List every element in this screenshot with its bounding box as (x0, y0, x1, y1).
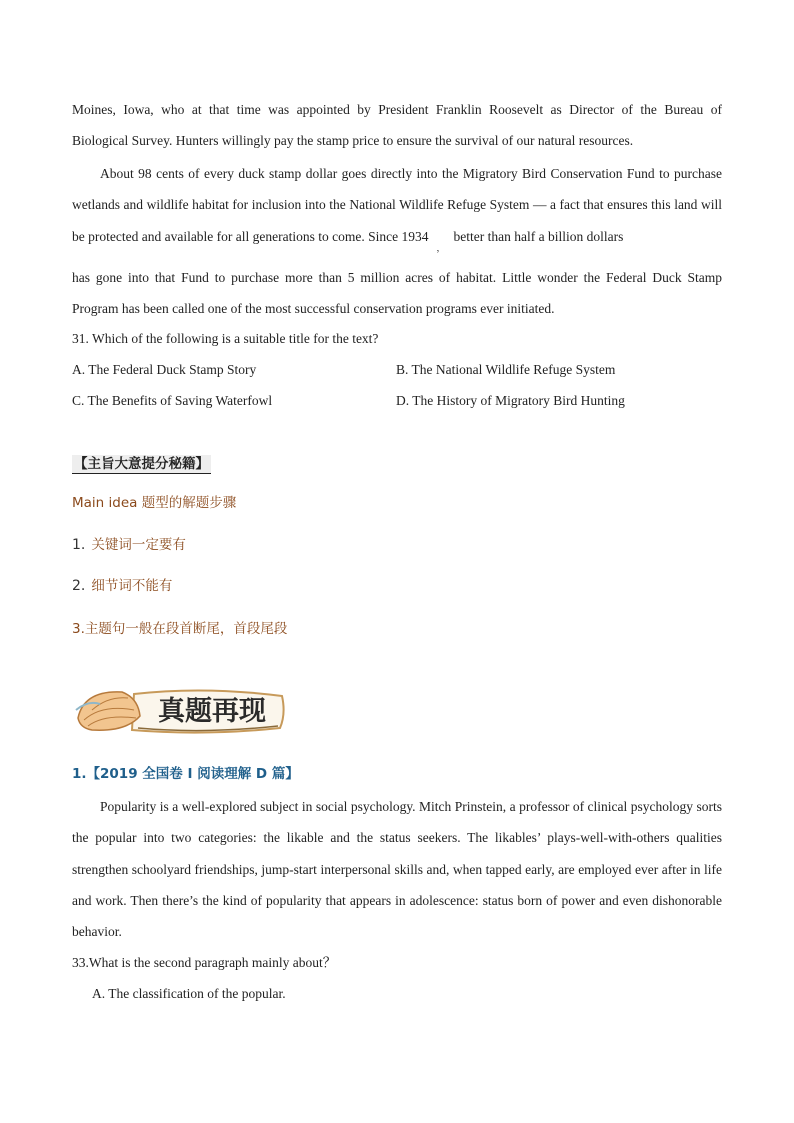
shell-icon (76, 692, 140, 730)
banner-graphic (74, 680, 290, 738)
section-banner (74, 680, 290, 738)
question-31-stem: 31. Which of the following is a suitable title for the text? (72, 331, 379, 346)
tips-header: 【主旨大意提分秘籍】 (74, 456, 209, 472)
tips-item-2-number: 2. (72, 578, 86, 594)
option-b: B. The National Wildlife Refuge System (396, 362, 616, 377)
tips-item-1-text: 关键词一定要有 (91, 537, 186, 553)
passage-paragraph-2 (72, 158, 722, 254)
tips-item-1-number: 1. (72, 537, 86, 553)
tips-item-2-text: 细节词不能有 (91, 578, 173, 594)
passage-paragraph-2-tail: better than half a billion dollars (453, 228, 624, 244)
banner-title: 真题再现 (158, 696, 266, 727)
passage-line-1: Moines, Iowa, who at that time was appointed by President Franklin Roosevelt as Director of the Bureau of (72, 102, 722, 117)
tips-item-3: 3.主题句一般在段首断尾，首段尾段 (72, 621, 288, 637)
option-c: C. The Benefits of Saving Waterfowl (72, 393, 273, 408)
option-d: D. The History of Migratory Bird Hunting (396, 393, 625, 408)
tips-item-2 (72, 574, 172, 594)
comma-mark: ， (436, 242, 446, 253)
question-33-stem: 33.What is the second paragraph mainly about？ (72, 955, 337, 970)
passage-line-2: Biological Survey. Hunters willingly pay the stamp price to ensure the survival of our natural resources. (72, 133, 634, 148)
tips-item-1 (72, 533, 186, 553)
passage-paragraph-3: has gone into that Fund to purchase more than 5 million acres of habitat. Little wonder the Federal Duck Stamp Program has been called one of the most successful conservation programs ever initiated. (72, 270, 722, 317)
answer-a: A. The classification of the popular. (92, 986, 286, 1001)
option-a: A. The Federal Duck Stamp Story (72, 362, 257, 377)
passage-paragraph-2-text: About 98 cents of every duck stamp dollar goes directly into the Migratory Bird Conservation Fund to purchase wetlands and wildlife habitat for inclusion into the National Wildlife Refuge System — a fact that ensures this land will be protected and available for all generations to come. Since 1934 (72, 166, 722, 244)
section-title: 1.【2019 全国卷 I 阅读理解 D 篇】 (72, 766, 299, 782)
section-paragraph: Popularity is a well-explored subject in social psychology. Mitch Prinstein, a professor of clinical psychology sorts the popular into two categories: the likable and the status seekers. The likables’ plays-well-with-others qualities strengthen schoolyard friendships, jump-start interpersonal skills and, when tapped early, are employed ever after in life and work. Then there’s the kind of popularity that appears in adolescence: status born of power and even dishonorable behavior. (72, 799, 722, 940)
tips-subtitle: Main idea 题型的解题步骤 (72, 495, 237, 511)
